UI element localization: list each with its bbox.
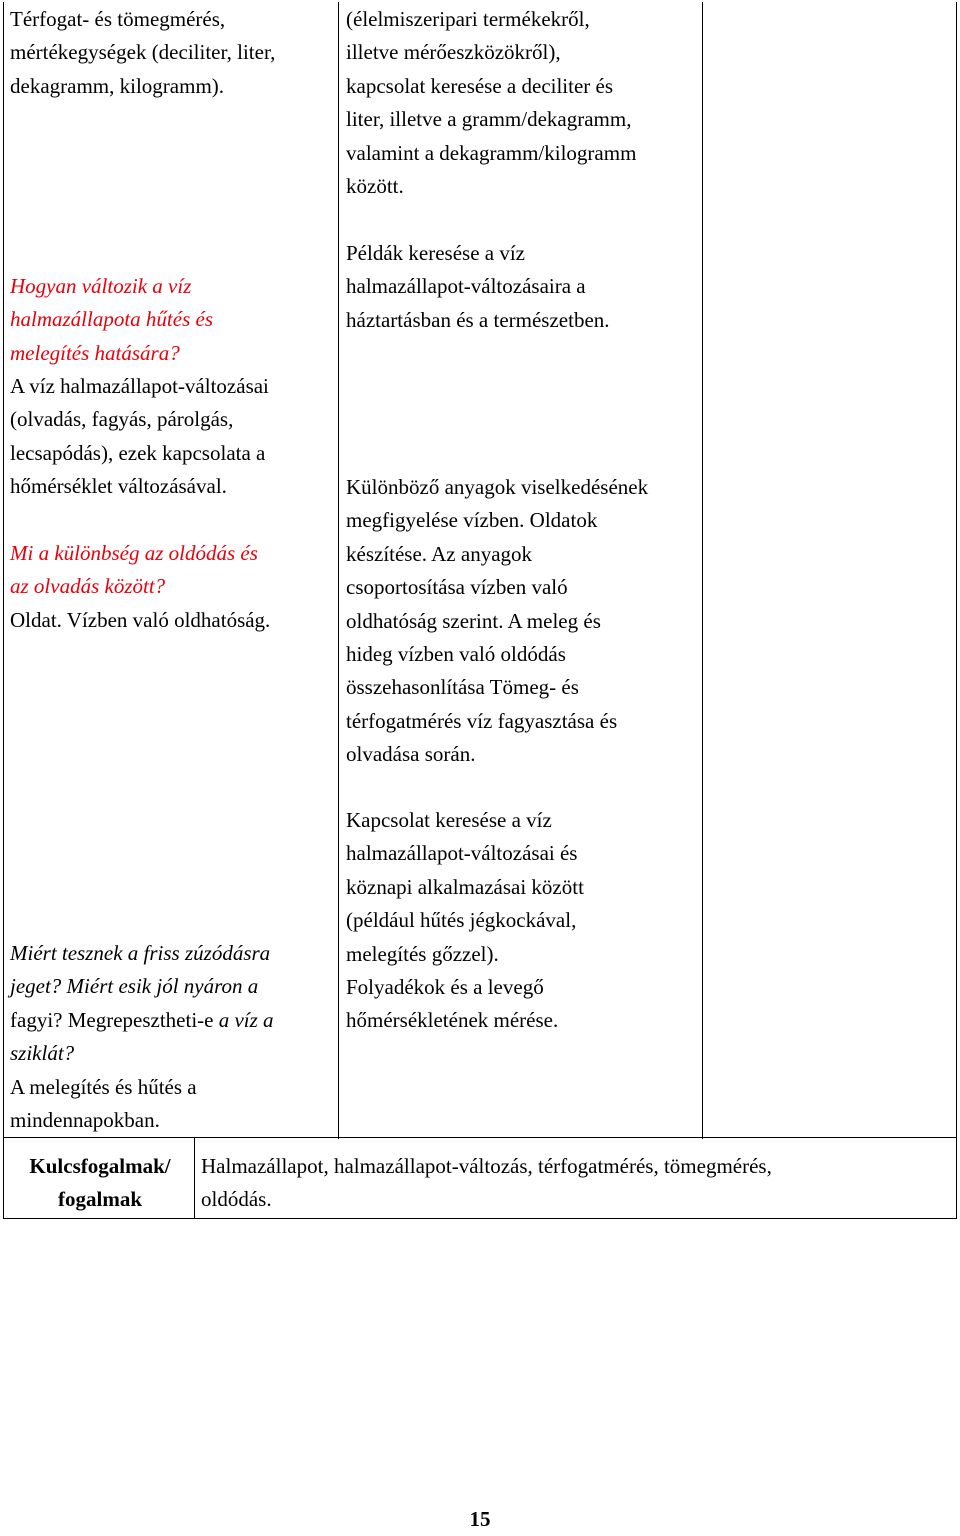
question-state-change: Hogyan változik a víz halmazállapota hűtés és melegítés hatására?: [10, 274, 213, 365]
page-number: 15: [469, 1507, 491, 1531]
question-part-1: Miért tesznek a friss zúzódásra jeget? Miért esik jól nyáron a: [10, 941, 271, 999]
column-divider-1: [338, 2, 339, 1139]
activity-applications: Kapcsolat keresése a víz halmazállapot-változásai és köznapi alkalmazásai között (például hűtés jégkockával, melegítés gőzzel). Folyadékok és a levegő hőmérsékletének mérése.: [346, 808, 584, 1033]
activity-examples: Példák keresése a víz halmazállapot-változásaira a háztartásban és a természetben.: [346, 241, 610, 332]
question-everyday-cooling: [10, 937, 335, 1071]
topic-state-change: A víz halmazállapot-változásai (olvadás, fagyás, párolgás, lecsapódás), ezek kapcsolata a hőmérséklet változásával.: [10, 374, 269, 499]
topic-heating-cooling: A melegítés és hűtés a mindennapokban.: [10, 1075, 197, 1133]
key-concepts-label: Kulcsfogalmak/ fogalmak: [29, 1154, 171, 1212]
question-dissolve-melt: Mi a különbség az oldódás és az olvadás között?: [10, 541, 258, 599]
question-part-2: fagyi? Megrepesztheti-e: [10, 1007, 214, 1032]
left-cell-measurement: Térfogat- és tömegmérés, mértékegységek (deciliter, liter, dekagramm, kilogramm).: [10, 7, 276, 98]
topic-solution: Oldat. Vízben való oldhatóság.: [10, 608, 271, 632]
activity-measurement: (élelmiszeripari termékekről, illetve mérőeszközökről), kapcsolat keresése a deciliter és liter, illetve a gramm/dekagramm, valamint a dekagramm/kilogramm között.: [346, 7, 637, 199]
question-part-3: a víz a sziklát?: [10, 1007, 274, 1066]
activity-materials: Különböző anyagok viselkedésének megfigyelése vízben. Oldatok készítése. Az anyagok csoportosítása vízben való oldhatóság szerint. A meleg és hideg vízben való oldódás összehasonlítása Tömeg- és térfogatmérés víz fagyasztása és olvadása során.: [346, 475, 649, 767]
key-concepts-terms: Halmazállapot, halmazállapot-változás, térfogatmérés, tömegmérés, oldódás.: [201, 1154, 772, 1212]
